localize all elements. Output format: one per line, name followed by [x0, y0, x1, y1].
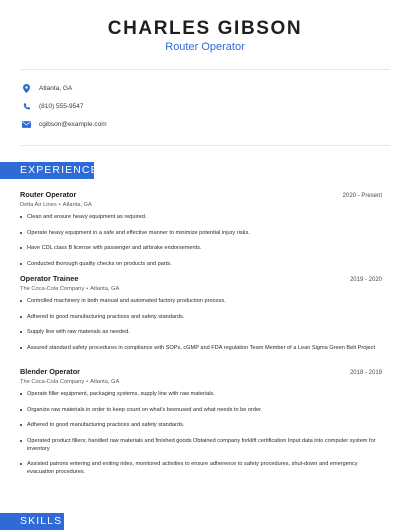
job-title: Blender Operator	[20, 367, 81, 376]
job-entry	[20, 367, 382, 476]
job-bullets	[20, 213, 382, 268]
section-heading-skills: SKILLS	[0, 513, 64, 530]
job-dates: 2020 - Present	[342, 193, 382, 199]
location-pin-icon	[20, 82, 33, 95]
divider	[20, 145, 390, 146]
bullet-item: Adhered to good manufacturing practices and safety standards.	[20, 421, 382, 429]
bullet-item: Assisted patrons entering and exiting rides, monitored activities to ensure adherence to safety procedures, shut-down and emergency evacuation procedures.	[20, 460, 382, 476]
bullet-item: Supply line with raw materials as needed.	[20, 328, 382, 336]
job-employer: The Coca-Cola Company • Atlanta, GA	[20, 286, 120, 292]
divider	[20, 69, 390, 70]
section-heading-experience: EXPERIENCE	[0, 162, 94, 179]
job-entry	[20, 190, 382, 268]
job-location: Atlanta, GA	[90, 379, 120, 385]
bullet-item: Operate heavy equipment in a safe and effective manner to minimize potential injury risks.	[20, 229, 382, 237]
job-company: Delta Air Lines	[20, 202, 57, 208]
job-location: Atlanta, GA	[90, 286, 120, 292]
job-location: Atlanta, GA	[62, 202, 92, 208]
job-title: Router Operator	[20, 190, 77, 199]
contact-location-text: Atlanta, GA	[39, 85, 73, 92]
job-dates: 2019 - 2020	[349, 277, 382, 283]
contact-location	[20, 82, 72, 95]
bullet-item: Conducted thorough quality checks on products and parts.	[20, 260, 382, 268]
job-employer: Delta Air Lines • Atlanta, GA	[20, 202, 92, 208]
phone-icon	[20, 100, 33, 113]
job-dates: 2018 - 2019	[349, 370, 382, 376]
job-title: Operator Trainee	[20, 274, 79, 283]
bullet-item: Controlled machinery in both manual and automated factory production process.	[20, 297, 382, 305]
bullet-item: Clean and ensure heavy equipment as required.	[20, 213, 382, 221]
bullet-item: Operate filler equipment, packaging systems, supply line with raw materials.	[20, 390, 382, 398]
bullet-item: Organize raw materials in order to keep count on what's beenused and what needs to be order.	[20, 406, 382, 414]
contact-email-text: cgibson@example.com	[39, 121, 107, 128]
job-entry	[20, 274, 382, 352]
job-company: The Coca-Cola Company	[20, 286, 85, 292]
contact-email	[20, 118, 107, 131]
envelope-icon	[20, 118, 33, 131]
bullet-item: Adhered to good manufacturing practices and safety standards.	[20, 313, 382, 321]
job-bullets	[20, 297, 382, 352]
bullet-item: Have CDL class B license with passenger and airbrake endorsements.	[20, 244, 382, 252]
bullet-item: Assured standard safety procedures in compliance with SOPs, cGMP and FDA regulation Team Member of a Lean Sigma Green Belt Project	[20, 344, 382, 352]
bullet-item: Operated product fillers; handled raw materials and finished goods Obtained company forklift certification Input data into computer system for inventory	[20, 437, 382, 453]
job-bullets	[20, 390, 382, 476]
contact-phone	[20, 100, 83, 113]
candidate-name: CHARLES GIBSON	[107, 18, 303, 39]
job-employer: The Coca-Cola Company • Atlanta, GA	[20, 379, 120, 385]
candidate-title: Router Operator	[165, 41, 245, 53]
contact-phone-text: (810) 555-9547	[39, 103, 84, 110]
job-company: The Coca-Cola Company	[20, 379, 85, 385]
